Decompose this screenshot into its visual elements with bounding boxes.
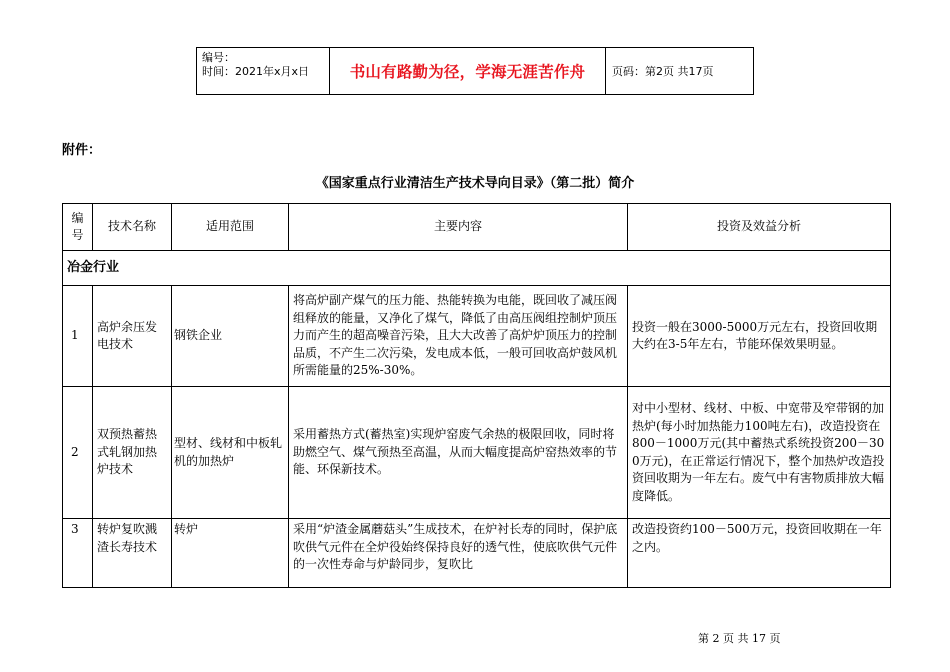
main-content: 采用蓄热方式(蓄热室)实现炉窑废气余热的极限回收，同时将助燃空气、煤气预热至高温，从而大幅度提高炉窑热效率的节能、环保新技术。 <box>289 387 628 519</box>
number-label: 编号： <box>202 51 235 64</box>
time-label: 时间：2021年x月x日 <box>202 65 310 78</box>
technology-name: 高炉余压发电技术 <box>93 286 172 387</box>
table-header-row <box>63 204 891 251</box>
column-header-name: 技术名称 <box>93 204 172 251</box>
header-motto: 书山有路勤为径，学海无涯苦作舟 <box>330 48 606 94</box>
row-number: 3 <box>63 519 93 588</box>
technology-table <box>62 203 891 588</box>
row-number: 1 <box>63 286 93 387</box>
applicable-scope: 钢铁企业 <box>172 286 289 387</box>
technology-name: 双预热蓄热式轧钢加热炉技术 <box>93 387 172 519</box>
main-content: 采用“炉渣金属蘑菇头”生成技术，在炉衬长寿的同时，保护底吹供气元件在全炉役始终保持良好的透气性，使底吹供气元件的一次性寿命与炉龄同步，复吹比 <box>289 519 628 588</box>
main-content: 将高炉副产煤气的压力能、热能转换为电能，既回收了减压阀组释放的能量，又净化了煤气，降低了由高压阀组控制炉顶压力而产生的超高噪音污染，且大大改善了高炉炉顶压力的控制品质，不产生二次污染，发电成本低，一般可回收高炉鼓风机所需能量的25%-30%。 <box>289 286 628 387</box>
column-header-no: 编号 <box>63 204 93 251</box>
header-meta-cell <box>197 48 330 94</box>
attachment-label: 附件： <box>62 143 102 158</box>
table-row <box>63 286 891 387</box>
investment-benefit: 改造投资约100－500万元，投资回收期在一年之内。 <box>628 519 891 588</box>
section-title: 冶金行业 <box>63 251 891 286</box>
page-header <box>196 47 754 95</box>
table-row <box>63 519 891 588</box>
column-header-benefit: 投资及效益分析 <box>628 204 891 251</box>
section-row <box>63 251 891 286</box>
technology-name: 转炉复吹溅渣长寿技术 <box>93 519 172 588</box>
investment-benefit: 投资一般在3000-5000万元左右，投资回收期大约在3-5年左右，节能环保效果明显。 <box>628 286 891 387</box>
applicable-scope: 型材、线材和中板轧机的加热炉 <box>172 387 289 519</box>
applicable-scope: 转炉 <box>172 519 289 588</box>
document-title: 《国家重点行业清洁生产技术导向目录》（第二批）简介 <box>315 176 635 191</box>
table-row <box>63 387 891 519</box>
column-header-scope: 适用范围 <box>172 204 289 251</box>
header-page-code: 页码：第2页 共17页 <box>612 65 714 78</box>
row-number: 2 <box>63 387 93 519</box>
investment-benefit: 对中小型材、线材、中板、中宽带及窄带钢的加热炉(每小时加热能力100吨左右)，改造投资在800－1000万元(其中蓄热式系统投资200－300万元)，在正常运行情况下，整个加热炉改造投资回收期为一年左右。废气中有害物质排放大幅度降低。 <box>628 387 891 519</box>
column-header-content: 主要内容 <box>289 204 628 251</box>
page-footer: 第 2 页 共 17 页 <box>698 632 781 645</box>
